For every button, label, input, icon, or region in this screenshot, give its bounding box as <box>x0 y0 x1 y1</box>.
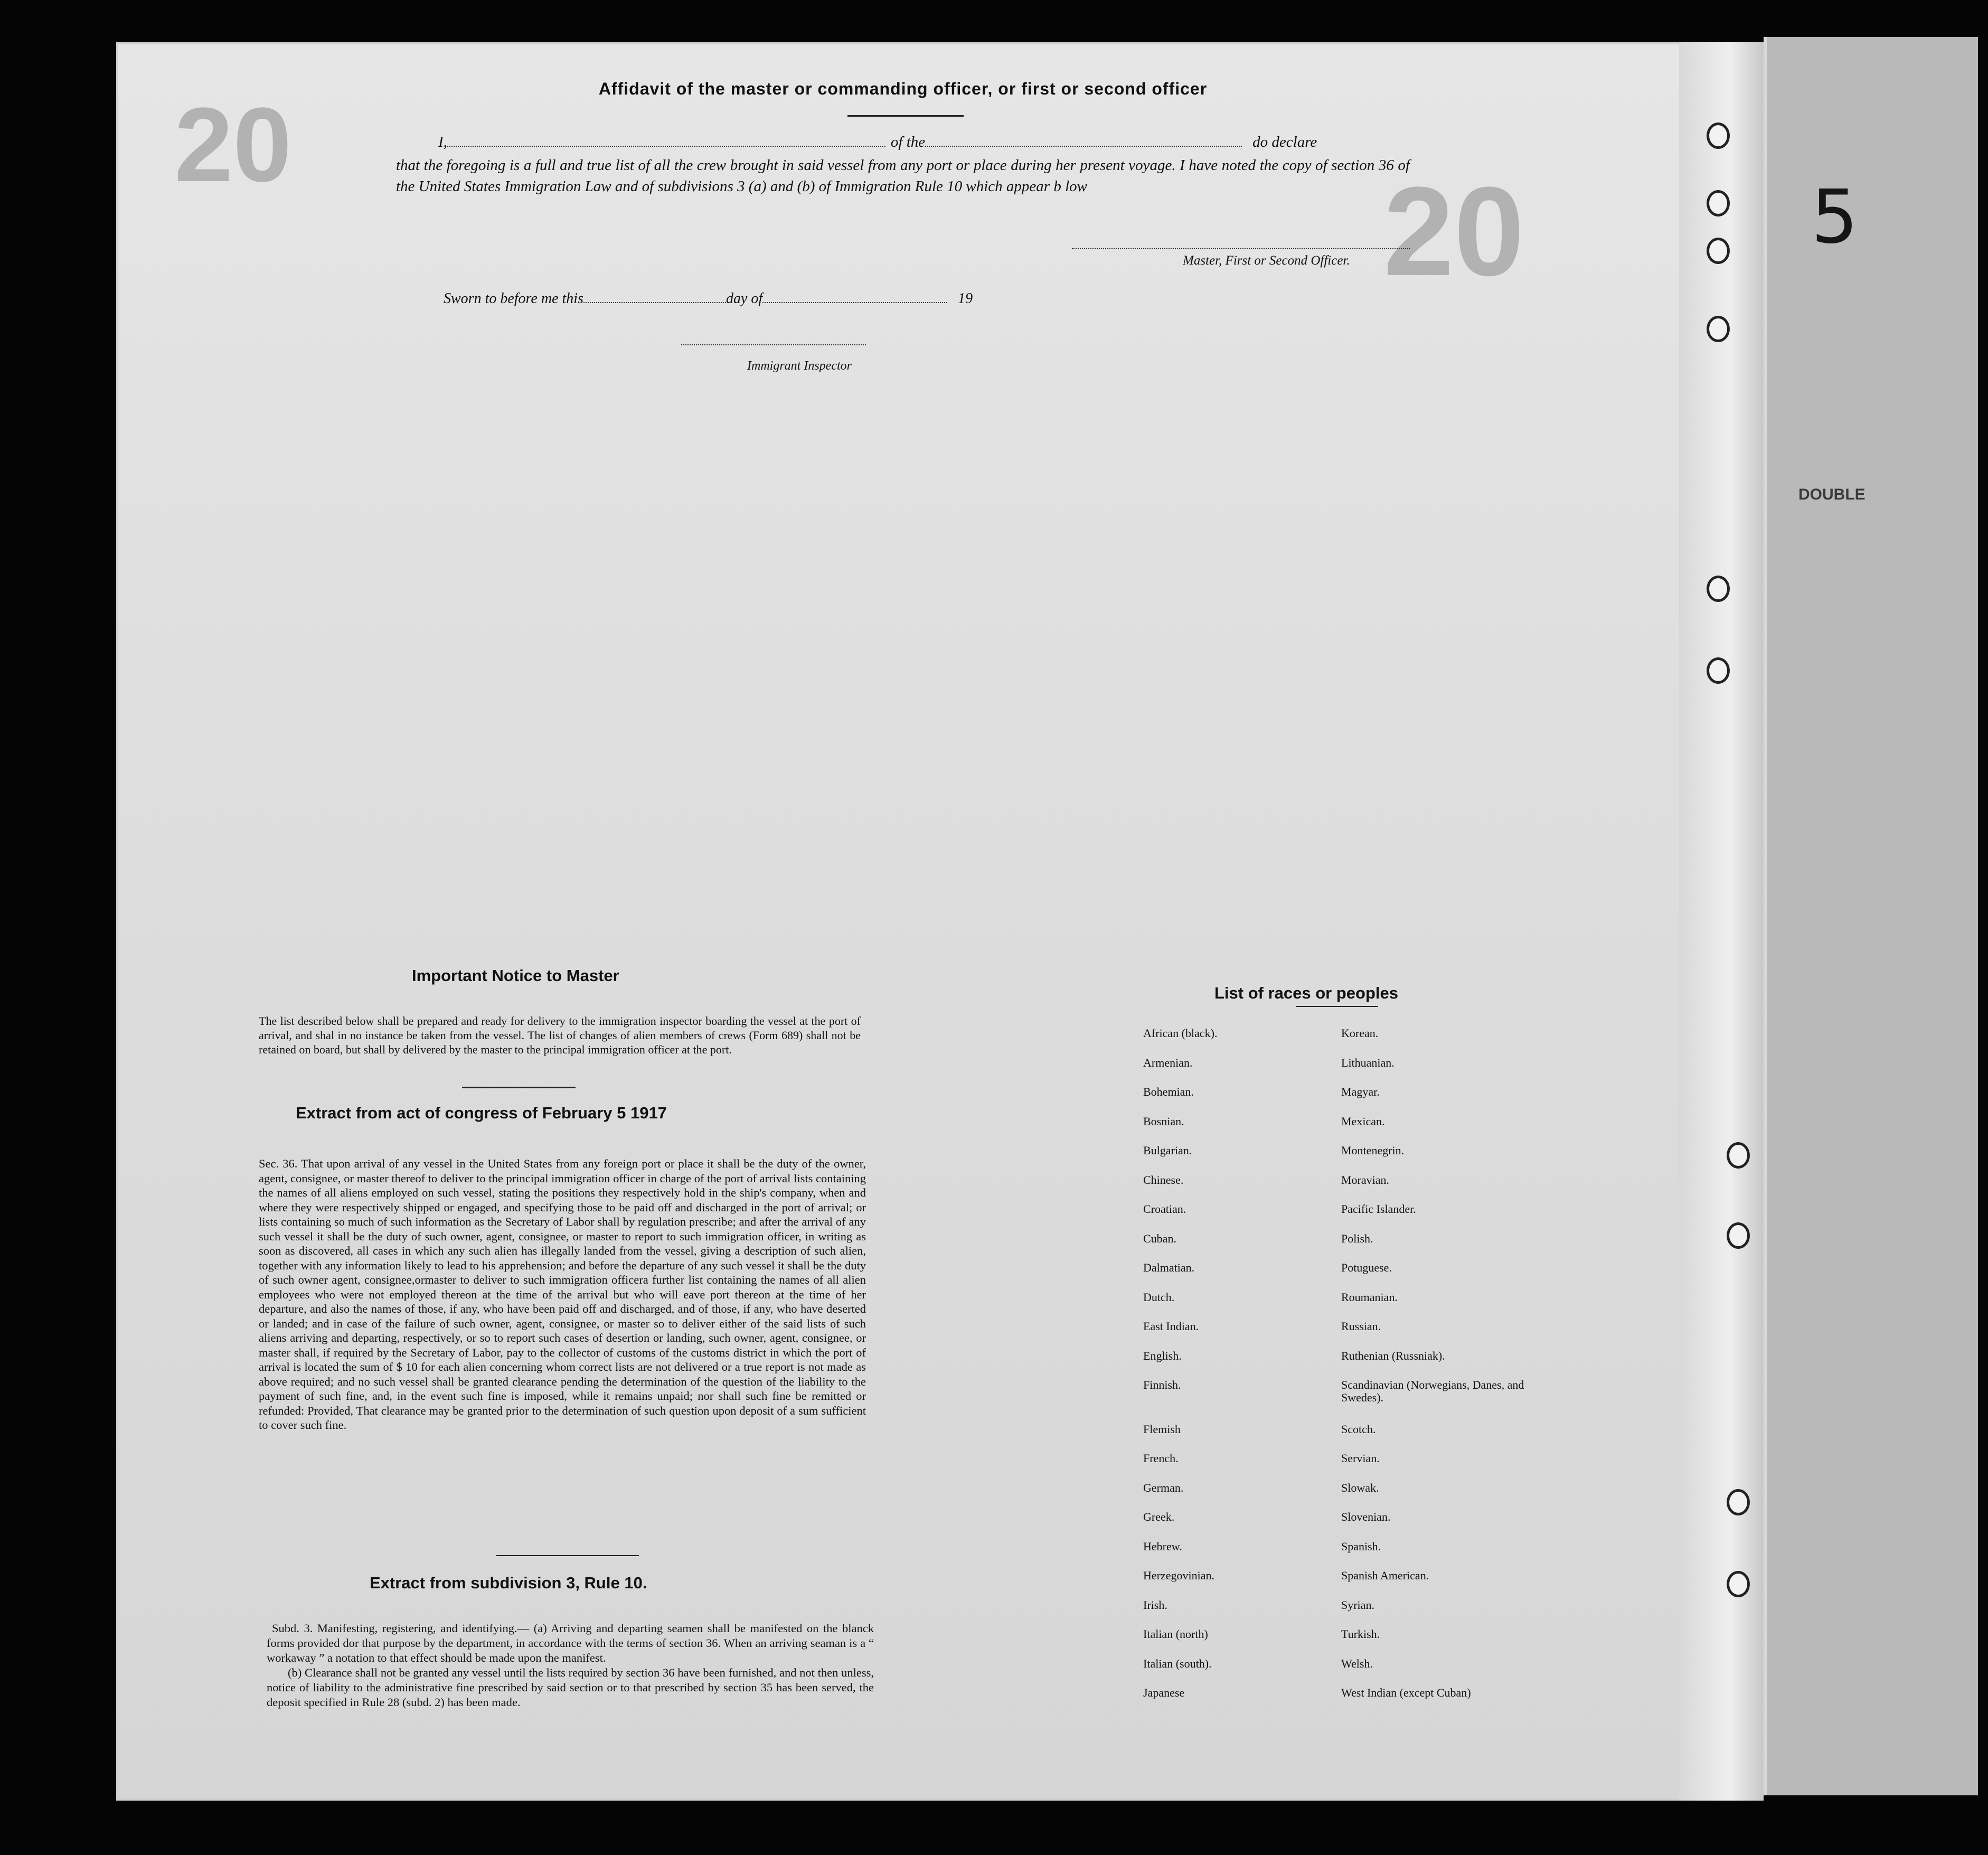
race-item: Potuguese. <box>1341 1261 1392 1274</box>
race-item: Roumanian. <box>1341 1290 1398 1304</box>
punch-hole-icon <box>1727 1222 1750 1249</box>
race-item: Chinese. <box>1143 1173 1184 1187</box>
races-title: List of races or peoples <box>1214 984 1398 1002</box>
affidavit-title: Affidavit of the master or commanding officer, or first or second officer <box>598 79 1208 98</box>
inspector-label: Immigrant Inspector <box>747 359 852 373</box>
inspector-signature-line <box>681 344 866 345</box>
race-item: Mexican. <box>1341 1114 1385 1128</box>
race-item: West Indian (except Cuban) <box>1341 1686 1471 1699</box>
race-item: Finnish. <box>1143 1378 1181 1391</box>
race-item: Scandinavian (Norwegians, Danes, and Swedes). <box>1341 1378 1524 1404</box>
punch-hole-icon <box>1727 1571 1750 1597</box>
race-item: African (black). <box>1143 1027 1218 1040</box>
race-item: Italian (south). <box>1143 1656 1212 1670</box>
races-column-2 <box>1341 1027 1552 1716</box>
underlying-page-edge: DOUBLE <box>1764 37 1978 1795</box>
sworn-text: Sworn to before me this <box>444 290 583 307</box>
race-item: Servian. <box>1341 1452 1380 1465</box>
race-item: Pacific Islander. <box>1341 1202 1416 1216</box>
race-item: Korean. <box>1341 1027 1379 1040</box>
extract-act-body: Sec. 36. That upon arrival of any vessel in the United States from any foreign port or place it shall be the duty of the owner, agent, consignee, or master thereof to deliver to the principal immigration officer in charge of the port of arrival lists containing the names of all aliens employed on such vessel, stating the positions they respectively hold in the ship's company, when and where they were respectively shipped or engaged, and specifying those to be paid off and discharged in the port of arrival; or lists containing so much of such information as the Secretary of Labor shall by regulation prescribe; and after the arrival of any such vessel it shall be the duty of such owner, agent, consignee, or master to report to such immigration officer, in writing as soon as discovered, all cases in which any such alien has illegally landed from the vessel, giving a description of such alien, together with any information likely to lead to his apprehension; and before the departure of any such vessel it shall be the duty of such owner agent, consignee,ormaster to deliver to such immigration officera further list containing the names of all alien employees who were not employed thereon at the time of the arrival but who will eave port thereon at the time of her departure, and also the names of those, if any, who have been paid off and discharged, and of those, if any, who have deserted or landed; and in case of the failure of such owner, agent, consignee, or master so to deliver either of the said lists of such aliens arriving and departing, respectively, or so to report such cases of desertion or landing, such owner, agent, consignee, or master shall, if required by the Secretary of Labor, pay to the collector of customs of the customs district in which the port of arrival is located the sum of $ 10 for each alien concerning whom correct lists are not delivered or a true report is not made as above required; and no such vessel shall be granted clearance pending the determination of the question of the liability to the payment of such fine, and, in the event such fine is imposed, while it remains unpaid; nor shall such fine be remitted or refunded: Provided, That clearance may be granted prior to the determination of such question upon deposit of a sum sufficient to cover such fine. <box>259 1157 866 1432</box>
year-prefix: 19 <box>958 290 973 307</box>
race-item: Bohemian. <box>1143 1085 1194 1098</box>
race-item: Polish. <box>1341 1231 1373 1245</box>
race-item: Bosnian. <box>1143 1114 1184 1128</box>
race-item: French. <box>1143 1452 1179 1465</box>
race-item: English. <box>1143 1349 1182 1362</box>
sworn-line <box>444 290 973 307</box>
race-item: Italian (north) <box>1143 1627 1208 1641</box>
race-item: Armenian. <box>1143 1056 1193 1069</box>
day-of: day of <box>726 290 763 307</box>
race-spacer <box>1143 1408 1323 1423</box>
race-item: Irish. <box>1143 1598 1167 1612</box>
punch-hole-icon <box>1707 657 1730 684</box>
race-item: Lithuanian. <box>1341 1056 1395 1069</box>
race-item: German. <box>1143 1481 1184 1494</box>
race-item: Spanish American. <box>1341 1569 1429 1582</box>
signature-line <box>1072 248 1410 249</box>
notice-body: The list described below shall be prepared and ready for delivery to the immigration inspector boarding the vessel at the port of arrival, and shal in no instance be taken from the vessel. The list of changes of alien members of crews (Form 689) shall not be retained on board, but shall by delivered by the master to the principal immigration officer at the port. <box>259 1014 861 1056</box>
affidavit-declaration-line <box>438 134 1410 151</box>
race-item: Hebrew. <box>1143 1539 1182 1553</box>
race-item: East Indian. <box>1143 1320 1199 1333</box>
affidavit-declare: do declare <box>1252 134 1317 150</box>
punch-hole-icon <box>1707 576 1730 602</box>
race-item: Montenegrin. <box>1341 1144 1405 1157</box>
race-item: Cuban. <box>1143 1231 1176 1245</box>
race-item: Japanese <box>1143 1686 1185 1699</box>
race-item: Bulgarian. <box>1143 1144 1192 1157</box>
signature-label: Master, First or Second Officer. <box>1183 253 1350 268</box>
race-item: Ruthenian (Russniak). <box>1341 1349 1445 1362</box>
race-item: Slowak. <box>1341 1481 1379 1494</box>
stamp-number: 20 <box>174 86 292 204</box>
divider <box>496 1555 639 1556</box>
race-item: Flemish <box>1143 1422 1181 1436</box>
divider <box>462 1087 576 1088</box>
race-item: Croatian. <box>1143 1202 1186 1216</box>
race-item: Spanish. <box>1341 1539 1381 1553</box>
punch-hole-icon <box>1727 1142 1750 1169</box>
extract-rule-body <box>267 1621 874 1710</box>
race-item: Magyar. <box>1341 1085 1380 1098</box>
race-item: Dutch. <box>1143 1290 1175 1304</box>
race-item: Slovenian. <box>1341 1510 1391 1523</box>
race-item: Moravian. <box>1341 1173 1390 1187</box>
race-item: Scotch. <box>1341 1422 1376 1436</box>
rule-para-b: (b) Clearance shall not be granted any vessel until the lists required by section 36 have been furnished, and not then unless, notice of liability to the administrative fine prescribed by said section or to that prescribed by section 35 has been served, the deposit specified in Rule 28 (subd. 2) has been made. <box>267 1666 874 1709</box>
divider <box>847 115 964 117</box>
punch-hole-icon <box>1727 1489 1750 1515</box>
notice-title: Important Notice to Master <box>412 966 619 985</box>
page-curl <box>1679 42 1764 1801</box>
races-column-1 <box>1143 1027 1323 1716</box>
race-item: Welsh. <box>1341 1656 1373 1670</box>
race-item: Russian. <box>1341 1320 1381 1333</box>
punch-hole-icon <box>1707 123 1730 149</box>
race-item: Dalmatian. <box>1143 1261 1195 1274</box>
extract-rule-title: Extract from subdivision 3, Rule 10. <box>370 1574 647 1592</box>
race-item: Greek. <box>1143 1510 1175 1523</box>
title-underline <box>1296 1006 1378 1007</box>
race-item: Turkish. <box>1341 1627 1380 1641</box>
affidavit-body: that the foregoing is a full and true list of all the crew brought in said vessel from any port or place during her present voyage. I have noted the copy of section 36 of the United States Immigration Law and of subdivisions 3 (a) and (b) of Immigration Rule 10 which appear b low <box>396 157 1410 195</box>
punch-hole-icon <box>1707 238 1730 264</box>
race-item: Syrian. <box>1341 1598 1374 1612</box>
affidavit-i: I, <box>438 134 447 150</box>
stamp-number-right: 20 <box>1383 161 1524 302</box>
extract-act-title: Extract from act of congress of February 5 1917 <box>296 1104 667 1122</box>
punch-hole-icon <box>1707 190 1730 216</box>
handwritten-page-number: 5 <box>1811 174 1859 260</box>
affidavit-of-the: of the <box>890 134 926 150</box>
punch-hole-icon <box>1707 316 1730 342</box>
race-item: Herzegovinian. <box>1143 1569 1214 1582</box>
rule-para-a: Subd. 3. Manifesting, registering, and identifying.— (a) Arriving and departing seamen shall be manifested on the blanck forms provided dor that purpose by the department, in accordance with the terms of section 36. When an arriving seaman is a “ workaway ” a notation to that effect should be made upon the manifest. <box>267 1622 874 1664</box>
